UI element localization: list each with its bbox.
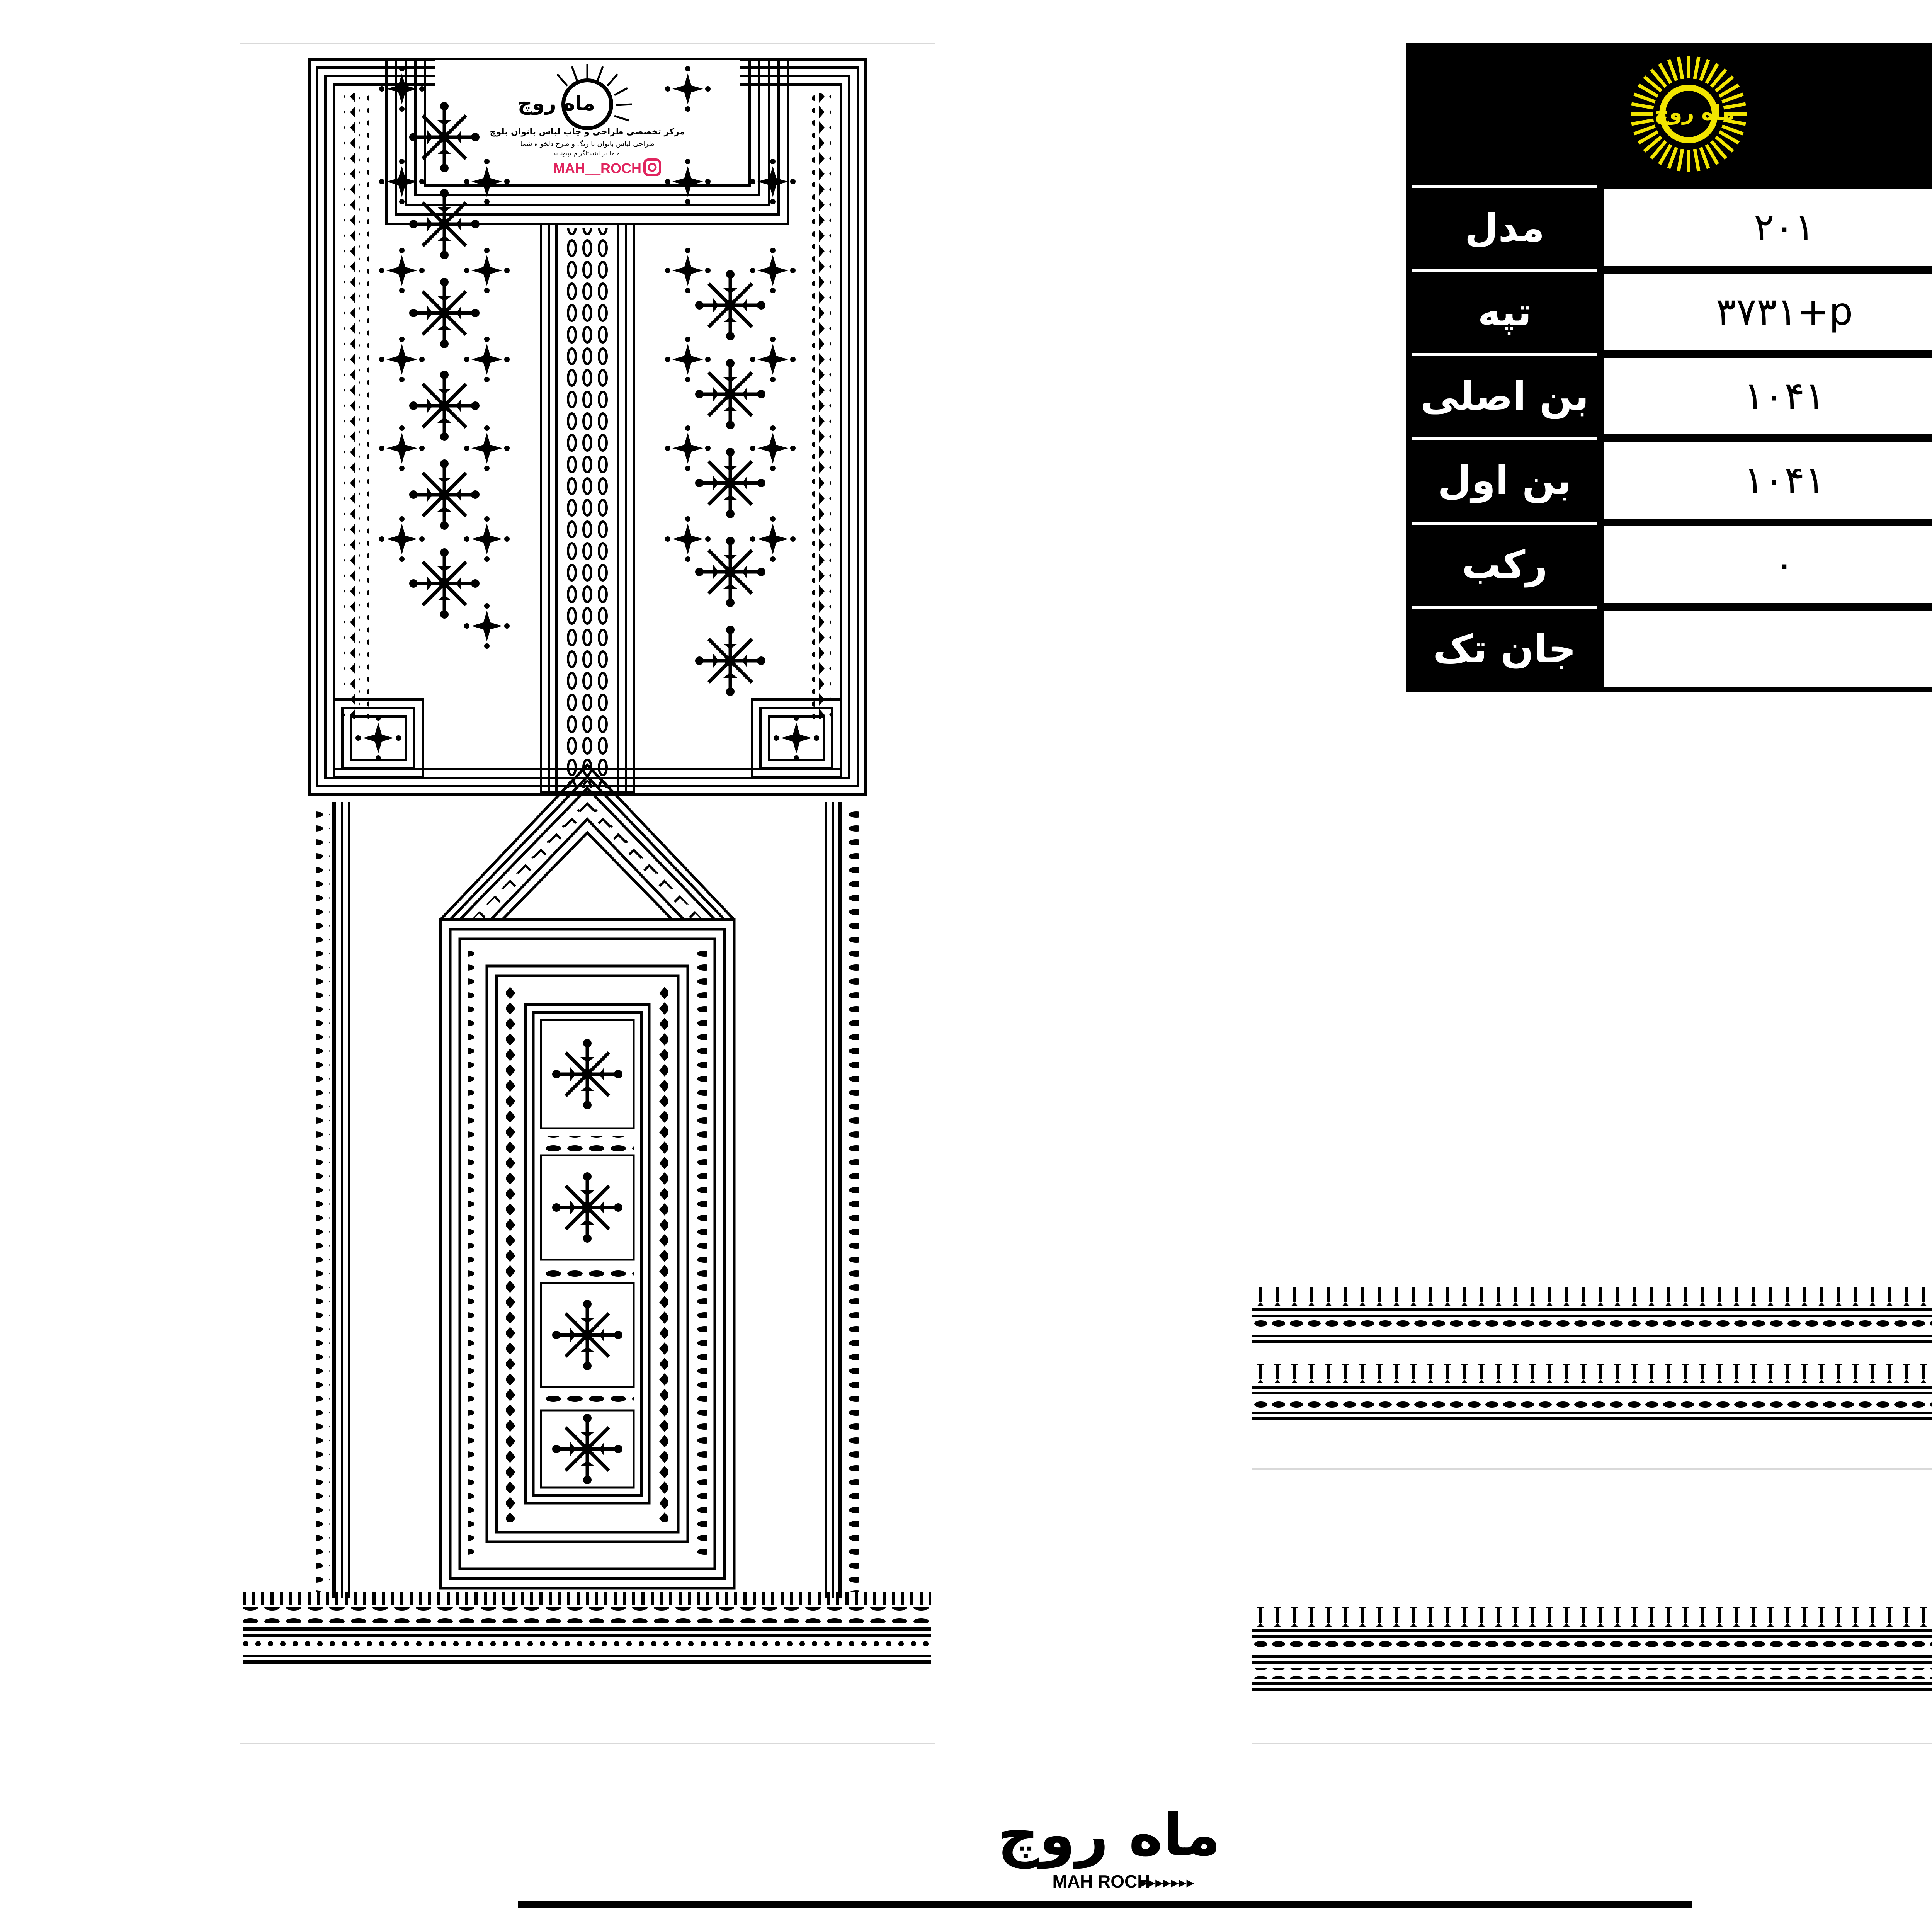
footer-arrows-icon: ▸▸▸▸▸▸▸: [1140, 1874, 1194, 1891]
footer-brand-fa: ماه روچ: [997, 1801, 1221, 1869]
border-strip-1: [1252, 1283, 1932, 1437]
footer-divider: [518, 1901, 1692, 1908]
spec-label: رکب: [1412, 526, 1597, 603]
footer-brand-logo: [974, 1797, 1244, 1897]
guide-line-mid-right: [1252, 1468, 1932, 1470]
spec-label: بن اول: [1412, 442, 1597, 519]
spec-value: [1604, 611, 1932, 687]
dress-badge-line3: به ما در اینستاگرام بپیوندید: [553, 150, 622, 157]
spec-row: [1406, 354, 1932, 438]
dress-badge-line2: طراحی لباس بانوان با رنگ و طرح دلخواه شما: [520, 140, 655, 148]
spec-label: مدل: [1412, 189, 1597, 266]
spec-value: ۳۷۳۱+p: [1604, 274, 1932, 350]
svg-text:ماه روچ: ماه روچ: [1654, 100, 1735, 125]
spec-table: [1406, 43, 1932, 692]
guide-line-bottom-left: [240, 1743, 935, 1744]
dress-badge-brand: ماه روچ: [517, 92, 595, 115]
spec-value: ۲۰۱: [1604, 189, 1932, 266]
spec-value: ۰: [1604, 526, 1932, 603]
footer-tagline: [518, 1920, 1692, 1932]
spec-value: ۱۰۴۱: [1604, 358, 1932, 434]
spec-label: بن اصلی: [1412, 358, 1597, 434]
spec-label: تپه: [1412, 274, 1597, 350]
sun-logo-icon: [1406, 43, 1932, 185]
spec-row: [1406, 522, 1932, 607]
dress-pattern: [240, 43, 935, 1743]
spec-label: جان تک: [1412, 611, 1597, 687]
spec-table-header: [1406, 43, 1932, 185]
guide-line-bottom-right: [1252, 1743, 1932, 1744]
border-strip-2: [1252, 1604, 1932, 1704]
footer-brand-en: MAH ROCH: [1052, 1871, 1150, 1891]
spec-row: [1406, 185, 1932, 270]
spec-row: [1406, 438, 1932, 522]
spec-row: [1406, 607, 1932, 691]
spec-value: ۱۰۴۱: [1604, 442, 1932, 519]
dress-badge-line1: مرکز تخصصی طراحی و چاپ لباس بانوان بلوچ: [490, 127, 685, 137]
dress-badge-instagram: MAH__ROCH: [553, 160, 641, 176]
spec-row: [1406, 270, 1932, 354]
